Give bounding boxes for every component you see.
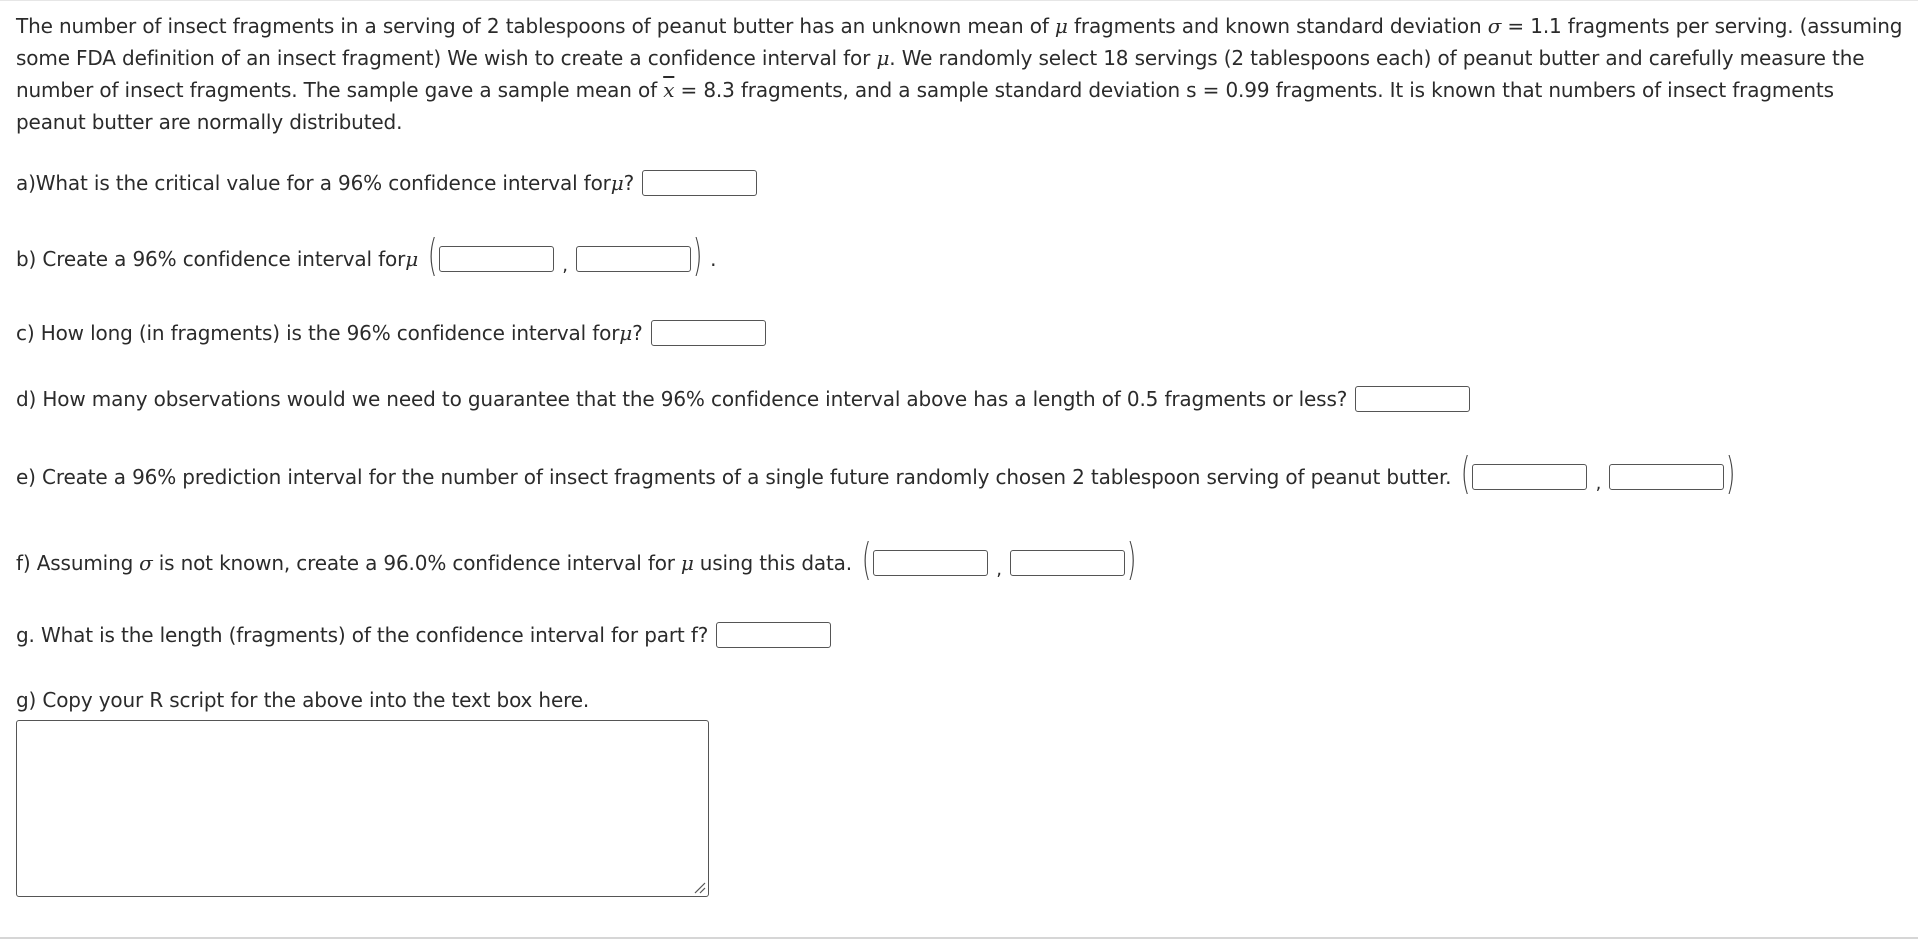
problem-statement bbox=[16, 10, 1906, 138]
question-g-length-label: g. What is the length (fragments) of the confidence interval for part f? bbox=[16, 623, 709, 647]
sample-size-input[interactable] bbox=[1355, 386, 1470, 412]
sigma-symbol: σ bbox=[139, 551, 153, 575]
question-b-label: b) Create a 96% confidence interval for bbox=[16, 247, 406, 271]
mu-symbol: μ bbox=[610, 171, 624, 195]
bottom-divider bbox=[0, 937, 1918, 939]
question-f-label-3: using this data. bbox=[699, 551, 852, 575]
intro-text-3: = 1.1 fragments per serving. (assuming some FDA definition of an insect fragment) We wish to create a confidence interval for bbox=[16, 14, 1903, 70]
t-ci-lower-input[interactable] bbox=[873, 550, 988, 576]
question-f-label-2: is not known, create a 96.0% confidence interval for bbox=[158, 551, 675, 575]
mu-symbol: μ bbox=[619, 321, 633, 345]
question-d bbox=[16, 386, 1470, 412]
ci-upper-input[interactable] bbox=[576, 246, 691, 272]
question-a bbox=[16, 170, 757, 196]
t-ci-length-input[interactable] bbox=[716, 622, 831, 648]
pi-upper-input[interactable] bbox=[1609, 464, 1724, 490]
intro-text-1: The number of insect fragments in a serving of 2 tablespoons of peanut butter has an unknown mean of bbox=[16, 14, 1055, 38]
question-e-label: e) Create a 96% prediction interval for the number of insect fragments of a single future randomly chosen 2 tablespoon serving of peanut butter. bbox=[16, 465, 1452, 489]
intro-text-4: . We randomly select 18 servings (2 tablespoons each) of peanut butter and carefully measure the number of insect fragments. The sample gave a sample mean of bbox=[16, 46, 1865, 102]
question-d-label: d) How many observations would we need to guarantee that the 96% confidence interval above has a length of 0.5 fragments or less? bbox=[16, 387, 1348, 411]
intro-text-2: fragments and known standard deviation bbox=[1067, 14, 1488, 38]
r-script-textarea[interactable] bbox=[16, 720, 709, 897]
xbar-symbol: $\overline{x}$ bbox=[663, 78, 675, 102]
mu-symbol: μ bbox=[876, 46, 890, 70]
close-paren: ) bbox=[692, 230, 703, 281]
close-paren: ) bbox=[1726, 448, 1736, 499]
question-a-label: a)What is the critical value for a 96% confidence interval for bbox=[16, 171, 611, 195]
critical-value-input[interactable] bbox=[642, 170, 757, 196]
question-g-script-label: g) Copy your R script for the above into the text box here. bbox=[16, 688, 590, 712]
period: . bbox=[710, 247, 717, 271]
question-c-label: c) How long (in fragments) is the 96% confidence interval for bbox=[16, 321, 620, 345]
ci-length-input[interactable] bbox=[651, 320, 766, 346]
close-paren: ) bbox=[1126, 534, 1137, 585]
question-content bbox=[16, 10, 1906, 712]
comma: , bbox=[996, 559, 1002, 580]
mu-symbol: μ bbox=[680, 551, 694, 575]
open-paren: ( bbox=[427, 230, 438, 281]
top-divider bbox=[0, 0, 1918, 1]
t-ci-upper-input[interactable] bbox=[1010, 550, 1125, 576]
intro-text-5: = 8.3 fragments, and a sample standard deviation s = 0.99 fragments. It is known that numbers of insect fragments peanut butter are normally distributed. bbox=[16, 78, 1834, 134]
mu-symbol: μ bbox=[1054, 14, 1068, 38]
mu-symbol: μ bbox=[405, 247, 419, 271]
comma: , bbox=[1595, 473, 1602, 494]
comma: , bbox=[562, 255, 568, 276]
question-g-length bbox=[16, 622, 831, 648]
open-paren: ( bbox=[1461, 448, 1471, 499]
question-f bbox=[16, 534, 1140, 585]
sigma-symbol: σ bbox=[1487, 14, 1502, 38]
question-c bbox=[16, 320, 766, 346]
question-f-label-1: f) Assuming bbox=[16, 551, 134, 575]
resize-handle-icon[interactable] bbox=[692, 880, 706, 894]
question-mark: ? bbox=[632, 321, 643, 345]
question-b bbox=[16, 230, 717, 281]
question-mark: ? bbox=[623, 171, 635, 195]
open-paren: ( bbox=[861, 534, 872, 585]
question-e bbox=[16, 448, 1739, 499]
ci-lower-input[interactable] bbox=[439, 246, 554, 272]
pi-lower-input[interactable] bbox=[1472, 464, 1587, 490]
